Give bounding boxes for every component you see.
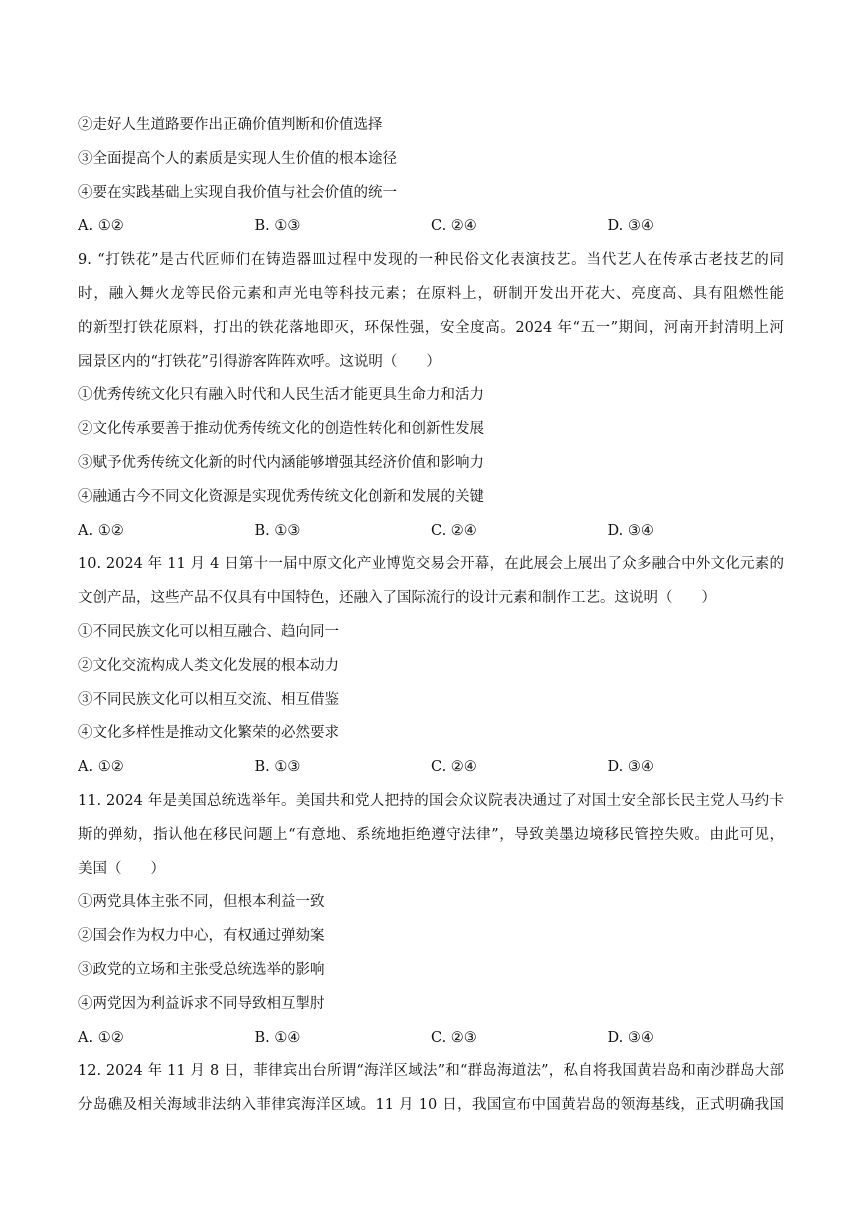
answer-option: B. ①③	[254, 218, 301, 235]
question-text-line: 10. 2024 年 11 月 4 日第十一届中原文化产业博览交易会开幕，在此展会上展出了众多融合中外文化元素的	[78, 556, 784, 573]
answer-option: C. ②④	[431, 759, 477, 776]
question-text-line: 11. 2024 年是美国总统选举年。美国共和党人把持的国会众议院表决通过了对国土安全部长民主党人马约卡	[78, 792, 784, 809]
answer-option: C. ②④	[431, 522, 477, 539]
text-line: ②文化交流构成人类文化发展的根本动力	[78, 657, 339, 674]
text-line: ③全面提高个人的素质是实现人生价值的根本途径	[78, 150, 397, 167]
text-line: ①不同民族文化可以相互融合、趋向同一	[78, 623, 339, 640]
answer-options	[78, 751, 784, 785]
question-text-line: 的新型打铁花原料，打出的铁花落地即灭，环保性强，安全度高。2024 年“五一”期间，河南开封清明上河	[78, 319, 784, 336]
text-line: ①两党具体主张不同，但根本利益一致	[78, 894, 325, 911]
answer-option: D. ③④	[607, 759, 654, 776]
answer-option: C. ②③	[431, 1029, 477, 1046]
question-text-line: 斯的弹劾，指认他在移民问题上“有意地、系统地拒绝遵守法律”，导致美墨边境移民管控失败。由此可见，	[78, 826, 784, 843]
answer-option: D. ③④	[607, 1029, 654, 1046]
text-line: ④融通古今不同文化资源是实现优秀传统文化创新和发展的关键	[78, 488, 484, 505]
answer-options	[78, 210, 784, 244]
question-text-line: 分岛礁及相关海域非法纳入菲律宾海洋区域。11 月 10 日，我国宣布中国黄岩岛的领海基线，正式明确我国	[78, 1097, 784, 1114]
text-line: ③政党的立场和主张受总统选举的影响	[78, 961, 325, 978]
answer-option: A. ①②	[78, 522, 124, 539]
text-line: ④文化多样性是推动文化繁荣的必然要求	[78, 725, 339, 742]
answer-option: A. ①②	[78, 218, 124, 235]
text-line: 园景区内的“打铁花”引得游客阵阵欢呼。这说明（ ）	[78, 353, 441, 370]
answer-options	[78, 515, 784, 549]
question-text-line: 时，融入舞火龙等民俗元素和声光电等科技元素；在原料上，研制开发出开花大、亮度高、具有阻燃性能	[78, 285, 784, 302]
text-line: ①优秀传统文化只有融入时代和人民生活才能更具生命力和活力	[78, 387, 484, 404]
answer-options	[78, 1022, 784, 1056]
question-text-line: 9. “打铁花”是古代匠师们在铸造器皿过程中发现的一种民俗文化表演技艺。当代艺人在传承古老技艺的同	[78, 252, 784, 269]
text-line: ③赋予优秀传统文化新的时代内涵能够增强其经济价值和影响力	[78, 454, 484, 471]
text-line: ②走好人生道路要作出正确价值判断和价值选择	[78, 117, 383, 133]
answer-option: A. ①②	[78, 1029, 124, 1046]
text-line: ④两党因为利益诉求不同导致相互掣肘	[78, 995, 325, 1012]
question-content	[78, 109, 784, 1123]
text-line: ③不同民族文化可以相互交流、相互借鉴	[78, 691, 339, 708]
question-text-line: 12. 2024 年 11 月 8 日，菲律宾出台所谓“海洋区域法”和“群岛海道法”，私自将我国黄岩岛和南沙群岛大部	[78, 1063, 784, 1080]
text-line: ②文化传承要善于推动优秀传统文化的创造性转化和创新性发展	[78, 421, 484, 438]
answer-option: B. ①④	[254, 1029, 301, 1046]
answer-option: D. ③④	[607, 522, 654, 539]
text-line: 文创产品，这些产品不仅具有中国特色，还融入了国际流行的设计元素和制作工艺。这说明（ ）	[78, 590, 716, 607]
text-line: 美国（ ）	[78, 860, 165, 877]
answer-option: B. ①③	[254, 759, 301, 776]
answer-option: A. ①②	[78, 759, 124, 776]
text-line: ④要在实践基础上实现自我价值与社会价值的统一	[78, 184, 397, 201]
answer-option: B. ①③	[254, 522, 301, 539]
text-line: ②国会作为权力中心，有权通过弹劾案	[78, 928, 325, 945]
answer-option: D. ③④	[607, 218, 654, 235]
answer-option: C. ②④	[431, 218, 477, 235]
